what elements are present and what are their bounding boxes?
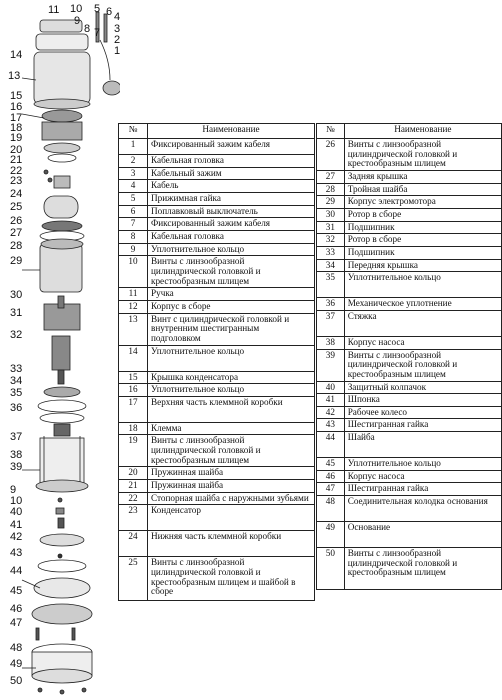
callout-number: 4 xyxy=(114,11,120,23)
part-name: Рабочее колесо xyxy=(344,406,501,419)
callout-number: 43 xyxy=(10,547,23,559)
part-number: 50 xyxy=(317,548,345,590)
part-number: 23 xyxy=(119,505,148,531)
table-row xyxy=(119,371,315,384)
part-number: 41 xyxy=(317,394,345,407)
table-row xyxy=(317,139,502,171)
part-number: 14 xyxy=(119,345,148,371)
callout-number: 44 xyxy=(10,565,23,577)
callout-number: 17 xyxy=(10,112,23,124)
part-name: Корпус электромотора xyxy=(344,196,501,209)
table-row xyxy=(317,208,502,221)
table-row xyxy=(317,196,502,209)
part-number: 3 xyxy=(119,167,148,180)
parts-table-left xyxy=(118,123,315,601)
part-name: Винты с линзообразной цилиндрической головкой и крестообразным шлицем и шайбой в сборе xyxy=(148,557,315,601)
callout-number: 40 xyxy=(10,506,23,518)
part-number: 43 xyxy=(317,419,345,432)
part-name: Винты с линзообразной цилиндрической головкой и крестообразным шлицем xyxy=(148,435,315,467)
part-number: 1 xyxy=(119,139,148,155)
table-row xyxy=(119,531,315,557)
table-row xyxy=(119,435,315,467)
part-name: Защитный колпачок xyxy=(344,381,501,394)
table-row xyxy=(317,406,502,419)
part-number: 31 xyxy=(317,221,345,234)
table-row xyxy=(119,243,315,256)
table-row xyxy=(119,155,315,168)
part-number: 35 xyxy=(317,272,345,298)
callout-number: 19 xyxy=(10,132,23,144)
table-row xyxy=(119,230,315,243)
table-row xyxy=(119,139,315,155)
callout-number: 21 xyxy=(10,154,23,166)
part-name: Основание xyxy=(344,522,501,548)
part-name: Верхняя часть клеммной коробки xyxy=(148,396,315,422)
callout-number: 3 xyxy=(114,23,120,35)
callout-number: 9 xyxy=(10,484,17,496)
part-number: 6 xyxy=(119,205,148,218)
callout-number: 7 xyxy=(94,27,101,39)
table-row xyxy=(119,167,315,180)
part-number: 16 xyxy=(119,384,148,397)
table-row xyxy=(317,234,502,247)
part-name: Фиксированный зажим кабеля xyxy=(148,139,315,155)
part-number: 18 xyxy=(119,422,148,435)
part-name: Кабельная головка xyxy=(148,155,315,168)
part-name: Нижняя часть клеммной коробки xyxy=(148,531,315,557)
table-row xyxy=(317,394,502,407)
part-name: Передняя крышка xyxy=(344,259,501,272)
part-name: Соединительная колодка основания xyxy=(344,496,501,522)
table-row xyxy=(119,492,315,505)
callout-number: 49 xyxy=(10,658,23,670)
part-number: 9 xyxy=(119,243,148,256)
part-number: 17 xyxy=(119,396,148,422)
callout-number: 22 xyxy=(10,165,23,177)
column-header-name: Наименование xyxy=(344,124,501,139)
part-name: Стяжка xyxy=(344,310,501,336)
part-number: 12 xyxy=(119,300,148,313)
part-number: 11 xyxy=(119,288,148,301)
table-row xyxy=(119,256,315,288)
callout-number: 6 xyxy=(106,6,113,18)
table-row xyxy=(317,336,502,349)
table-row xyxy=(317,272,502,298)
table-row xyxy=(119,192,315,205)
part-number: 24 xyxy=(119,531,148,557)
part-name: Уплотнительное кольцо xyxy=(148,384,315,397)
callout-number: 14 xyxy=(10,49,23,61)
part-number: 27 xyxy=(317,170,345,183)
callout-number: 39 xyxy=(10,461,23,473)
table-row xyxy=(317,470,502,483)
part-name: Шпонка xyxy=(344,394,501,407)
table-row xyxy=(317,432,502,458)
part-number: 21 xyxy=(119,480,148,493)
part-name: Корпус насоса xyxy=(344,470,501,483)
part-name: Винт с цилиндрической головкой и внутренним шестигранным подголовком xyxy=(148,313,315,345)
callout-number: 24 xyxy=(10,188,23,200)
part-name: Кабельный зажим xyxy=(148,167,315,180)
part-number: 5 xyxy=(119,192,148,205)
table-row xyxy=(317,483,502,496)
part-name: Винты с линзообразной цилиндрической головкой и крестообразным шлицем xyxy=(344,349,501,381)
table-row xyxy=(317,458,502,471)
part-name: Тройная шайба xyxy=(344,183,501,196)
callout-number: 38 xyxy=(10,449,23,461)
callout-number: 35 xyxy=(10,387,23,399)
part-number: 42 xyxy=(317,406,345,419)
part-name: Шестигранная гайка xyxy=(344,419,501,432)
callout-number: 25 xyxy=(10,201,23,213)
part-name: Уплотнительное кольцо xyxy=(344,458,501,471)
callout-number: 47 xyxy=(10,617,23,629)
part-number: 47 xyxy=(317,483,345,496)
part-number: 22 xyxy=(119,492,148,505)
part-number: 39 xyxy=(317,349,345,381)
callout-number: 11 xyxy=(48,4,60,16)
callout-number: 28 xyxy=(10,240,23,252)
part-number: 34 xyxy=(317,259,345,272)
callout-number: 32 xyxy=(10,329,23,341)
part-number: 40 xyxy=(317,381,345,394)
part-number: 10 xyxy=(119,256,148,288)
part-name: Фиксированный зажим кабеля xyxy=(148,218,315,231)
callout-number: 2 xyxy=(114,34,120,46)
table-row xyxy=(317,259,502,272)
table-row xyxy=(119,300,315,313)
callout-number: 18 xyxy=(10,122,23,134)
table-row xyxy=(317,298,502,311)
part-name: Корпус насоса xyxy=(344,336,501,349)
column-header-name: Наименование xyxy=(148,124,315,139)
part-name: Уплотнительное кольцо xyxy=(148,345,315,371)
part-number: 45 xyxy=(317,458,345,471)
table-row xyxy=(119,505,315,531)
table-row xyxy=(317,522,502,548)
table-row xyxy=(317,170,502,183)
table-row xyxy=(119,480,315,493)
part-name: Прижимная гайка xyxy=(148,192,315,205)
part-number: 29 xyxy=(317,196,345,209)
part-number: 48 xyxy=(317,496,345,522)
callout-number: 48 xyxy=(10,642,23,654)
part-number: 44 xyxy=(317,432,345,458)
callout-number: 27 xyxy=(10,227,23,239)
part-number: 46 xyxy=(317,470,345,483)
table-row xyxy=(119,557,315,601)
callout-number: 5 xyxy=(94,3,101,15)
callout-number: 41 xyxy=(10,519,23,531)
part-name: Корпус в сборе xyxy=(148,300,315,313)
table-row xyxy=(317,349,502,381)
part-number: 36 xyxy=(317,298,345,311)
table-row xyxy=(317,310,502,336)
table-row xyxy=(119,288,315,301)
table-row xyxy=(119,396,315,422)
part-name: Ротор в сборе xyxy=(344,234,501,247)
table-row xyxy=(317,246,502,259)
part-name: Винты с линзообразной цилиндрической головкой и крестообразным шлицем xyxy=(148,256,315,288)
callout-number: 15 xyxy=(10,90,23,102)
table-row xyxy=(119,218,315,231)
callout-number: 8 xyxy=(84,23,91,35)
part-name: Поплавковый выключатель xyxy=(148,205,315,218)
callout-number: 42 xyxy=(10,531,23,543)
part-number: 25 xyxy=(119,557,148,601)
table-row xyxy=(119,422,315,435)
callout-number: 16 xyxy=(10,101,23,113)
callout-number: 13 xyxy=(8,70,21,82)
part-name: Винты с линзообразной цилиндрической головкой и крестообразным шлицем xyxy=(344,548,501,590)
part-number: 37 xyxy=(317,310,345,336)
callout-number: 33 xyxy=(10,363,23,375)
part-name: Винты с линзообразной цилиндрической головкой и крестообразным шлицем xyxy=(344,139,501,171)
table-row xyxy=(317,548,502,590)
part-name: Ротор в сборе xyxy=(344,208,501,221)
column-header-number: № xyxy=(119,124,148,139)
table-row xyxy=(119,313,315,345)
table-row xyxy=(317,381,502,394)
callout-number: 26 xyxy=(10,215,23,227)
callout-number: 20 xyxy=(10,144,23,156)
parts-table-right xyxy=(316,123,502,590)
table-row xyxy=(119,205,315,218)
callout-number: 36 xyxy=(10,402,23,414)
part-name: Механическое уплотнение xyxy=(344,298,501,311)
part-number: 38 xyxy=(317,336,345,349)
callout-number: 10 xyxy=(10,495,23,507)
callout-number: 1 xyxy=(114,45,120,57)
part-number: 4 xyxy=(119,180,148,193)
part-name: Шестигранная гайка xyxy=(344,483,501,496)
callout-number: 37 xyxy=(10,431,23,443)
callout-number: 50 xyxy=(10,675,23,687)
callout-number: 34 xyxy=(10,375,23,387)
exploded-pump-diagram xyxy=(0,0,120,700)
part-name: Конденсатор xyxy=(148,505,315,531)
part-name: Уплотнительное кольцо xyxy=(148,243,315,256)
part-name: Крышка конденсатора xyxy=(148,371,315,384)
part-number: 32 xyxy=(317,234,345,247)
table-row xyxy=(317,419,502,432)
table-row xyxy=(317,221,502,234)
callout-number: 10 xyxy=(70,3,83,15)
part-number: 30 xyxy=(317,208,345,221)
part-number: 20 xyxy=(119,467,148,480)
callout-number: 9 xyxy=(74,15,81,27)
part-number: 2 xyxy=(119,155,148,168)
part-name: Стопорная шайба с наружными зубьями xyxy=(148,492,315,505)
part-number: 13 xyxy=(119,313,148,345)
callout-number: 30 xyxy=(10,289,23,301)
part-name: Подшипник xyxy=(344,221,501,234)
table-row xyxy=(317,183,502,196)
part-number: 26 xyxy=(317,139,345,171)
table-row xyxy=(317,496,502,522)
part-number: 49 xyxy=(317,522,345,548)
part-name: Ручка xyxy=(148,288,315,301)
part-name: Пружинная шайба xyxy=(148,467,315,480)
part-number: 15 xyxy=(119,371,148,384)
part-name: Шайба xyxy=(344,432,501,458)
part-number: 33 xyxy=(317,246,345,259)
table-row xyxy=(119,180,315,193)
callout-number: 23 xyxy=(10,175,23,187)
table-row xyxy=(119,345,315,371)
callout-number: 45 xyxy=(10,585,23,597)
part-name: Клемма xyxy=(148,422,315,435)
table-row xyxy=(119,384,315,397)
table-row xyxy=(119,467,315,480)
callout-number: 31 xyxy=(10,307,23,319)
part-name: Задняя крышка xyxy=(344,170,501,183)
part-name: Пружинная шайба xyxy=(148,480,315,493)
part-number: 28 xyxy=(317,183,345,196)
part-number: 8 xyxy=(119,230,148,243)
part-name: Подшипник xyxy=(344,246,501,259)
part-name: Уплотнительное кольцо xyxy=(344,272,501,298)
part-number: 19 xyxy=(119,435,148,467)
column-header-number: № xyxy=(317,124,345,139)
callout-number: 46 xyxy=(10,603,23,615)
callout-number: 29 xyxy=(10,255,23,267)
part-name: Кабельная головка xyxy=(148,230,315,243)
part-name: Кабель xyxy=(148,180,315,193)
part-number: 7 xyxy=(119,218,148,231)
